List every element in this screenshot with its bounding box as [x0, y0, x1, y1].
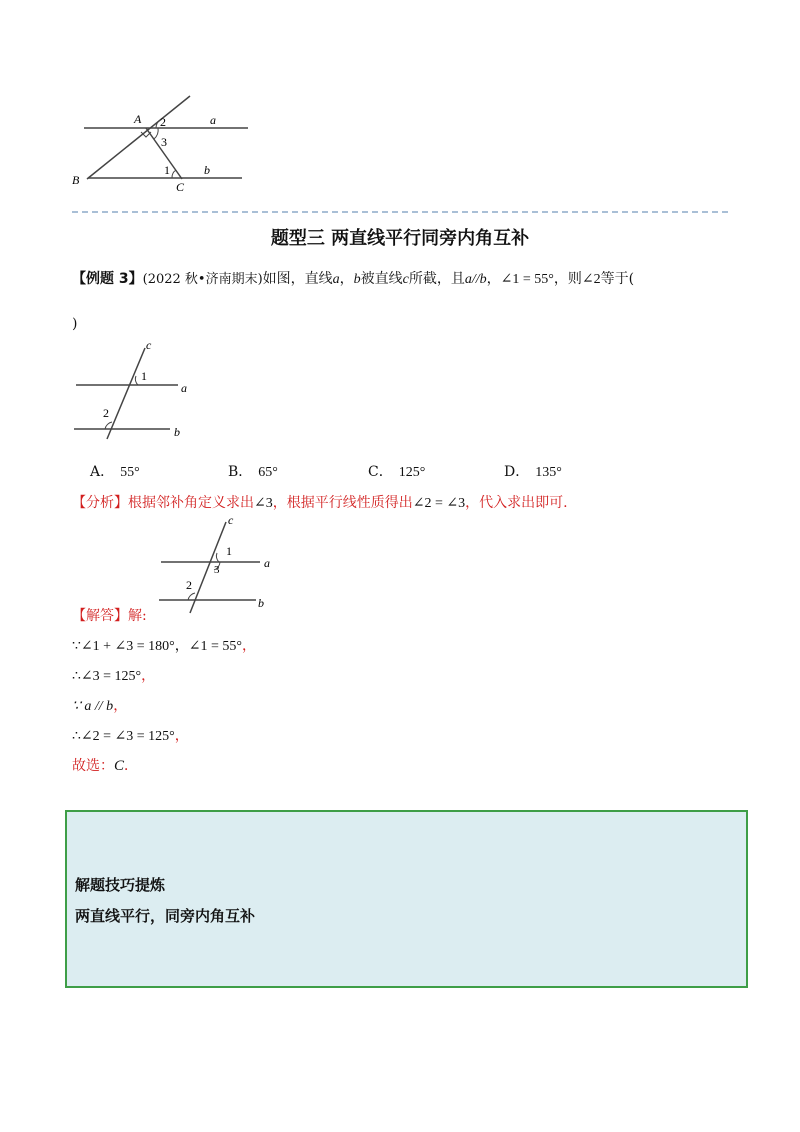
label-3: 3 [161, 135, 167, 149]
example-geometry-figure [70, 338, 210, 443]
answer-end-1: ， [241, 638, 256, 654]
answer-tag: 【解答】 [72, 608, 128, 624]
label-2: 2 [103, 406, 109, 420]
answer-line-4 [72, 725, 189, 745]
analysis-tag: 【分析】 [72, 495, 128, 511]
answer-end-4: ， [174, 728, 189, 744]
analysis-line [72, 492, 568, 512]
label-2: 2 [160, 115, 166, 129]
option-d [504, 461, 562, 481]
option-value: 135° [535, 465, 562, 480]
angle-arc-1 [135, 376, 138, 385]
label-a: a [264, 556, 270, 570]
analysis-text-2: ，根据平行线性质得出 [272, 495, 413, 511]
label-1: 1 [226, 544, 232, 558]
example-statement [72, 268, 732, 288]
label-b: b [204, 163, 210, 177]
label-A: A [134, 112, 142, 126]
tip-text: 两直线平行，同旁内角互补 [75, 907, 256, 925]
angle-arc-1 [216, 553, 219, 562]
option-value: 125° [398, 465, 426, 480]
var-a: a [332, 272, 340, 287]
option-a [90, 461, 140, 481]
answer-line-1 [72, 635, 256, 655]
option-letter: D． [504, 464, 530, 480]
label-2: 2 [186, 578, 192, 592]
angle-arc-2 [188, 593, 195, 600]
label-1: 1 [141, 369, 147, 383]
answer-math-1: ∵∠1 + ∠3 = 180°，∠1 = 55° [72, 639, 242, 654]
angle-arc-1 [172, 170, 176, 178]
answer-lead: 解: [128, 608, 147, 624]
angle-arc-3 [154, 128, 158, 139]
choice-label: 故选： [72, 758, 114, 774]
option-b [228, 461, 278, 481]
answer-choice-line [72, 755, 138, 775]
angle2-expr: ∠2 [581, 272, 601, 287]
label-a: a [181, 381, 187, 395]
analysis-geometry-figure [156, 512, 286, 617]
analysis-text-1: 根据邻补角定义求出 [128, 495, 254, 511]
answer-math-3: ∵ a // b [72, 699, 114, 714]
line-BA [87, 96, 190, 179]
paren-close: ) [72, 316, 78, 332]
analysis-math-1: ∠3 [254, 496, 273, 511]
example-text-4: ，则 [553, 271, 582, 287]
tip-box [65, 810, 748, 988]
example-text-5: 等于 [600, 271, 629, 287]
option-letter: C． [368, 464, 393, 480]
option-value: 55° [120, 465, 140, 480]
var-c: c [402, 272, 409, 287]
analysis-text-3: ，代入求出即可. [465, 495, 568, 511]
paren-open: ( [628, 271, 635, 287]
option-c [368, 461, 425, 481]
answer-end-2: ， [141, 668, 156, 684]
choice-value: C [114, 758, 125, 774]
label-a: a [210, 113, 216, 127]
answer-header [72, 605, 147, 625]
label-1: 1 [164, 163, 170, 177]
parallel-expr: a//b [464, 272, 487, 287]
example-tag: 【例题 3】 [72, 271, 143, 287]
answer-end-3: ， [113, 698, 128, 714]
answer-line-2 [72, 665, 155, 685]
label-C: C [176, 180, 185, 193]
example-comma-2: ， [486, 271, 501, 287]
section-title: 题型三 两直线平行同旁内角互补 [270, 228, 530, 249]
answer-math-4: ∴∠2 = ∠3 = 125° [72, 729, 175, 744]
option-letter: B． [228, 464, 253, 480]
label-3: 3 [214, 564, 220, 576]
section-divider [72, 211, 728, 213]
example-comma: ， [339, 271, 354, 287]
answer-line-3 [72, 695, 127, 715]
label-c: c [146, 338, 152, 352]
label-b: b [258, 596, 264, 610]
example-text-3: 所截，且 [408, 271, 465, 287]
analysis-math-2: ∠2 = ∠3 [412, 496, 466, 511]
top-geometry-figure [70, 88, 270, 193]
example-text-2: 被直线 [360, 271, 403, 287]
var-b: b [353, 272, 361, 287]
label-B: B [72, 173, 80, 187]
label-b: b [174, 425, 180, 439]
example-source: (2022 秋•济南期末) [142, 272, 263, 287]
example-text-1: 如图，直线 [262, 271, 333, 287]
option-letter: A． [90, 464, 115, 480]
choice-end: ． [124, 758, 139, 774]
angle1-expr: ∠1 = 55° [500, 272, 554, 287]
answer-math-2: ∴∠3 = 125° [72, 669, 142, 684]
line-c [107, 348, 145, 439]
tip-title: 解题技巧提炼 [75, 876, 166, 894]
option-value: 65° [258, 465, 278, 480]
label-c: c [228, 513, 234, 527]
